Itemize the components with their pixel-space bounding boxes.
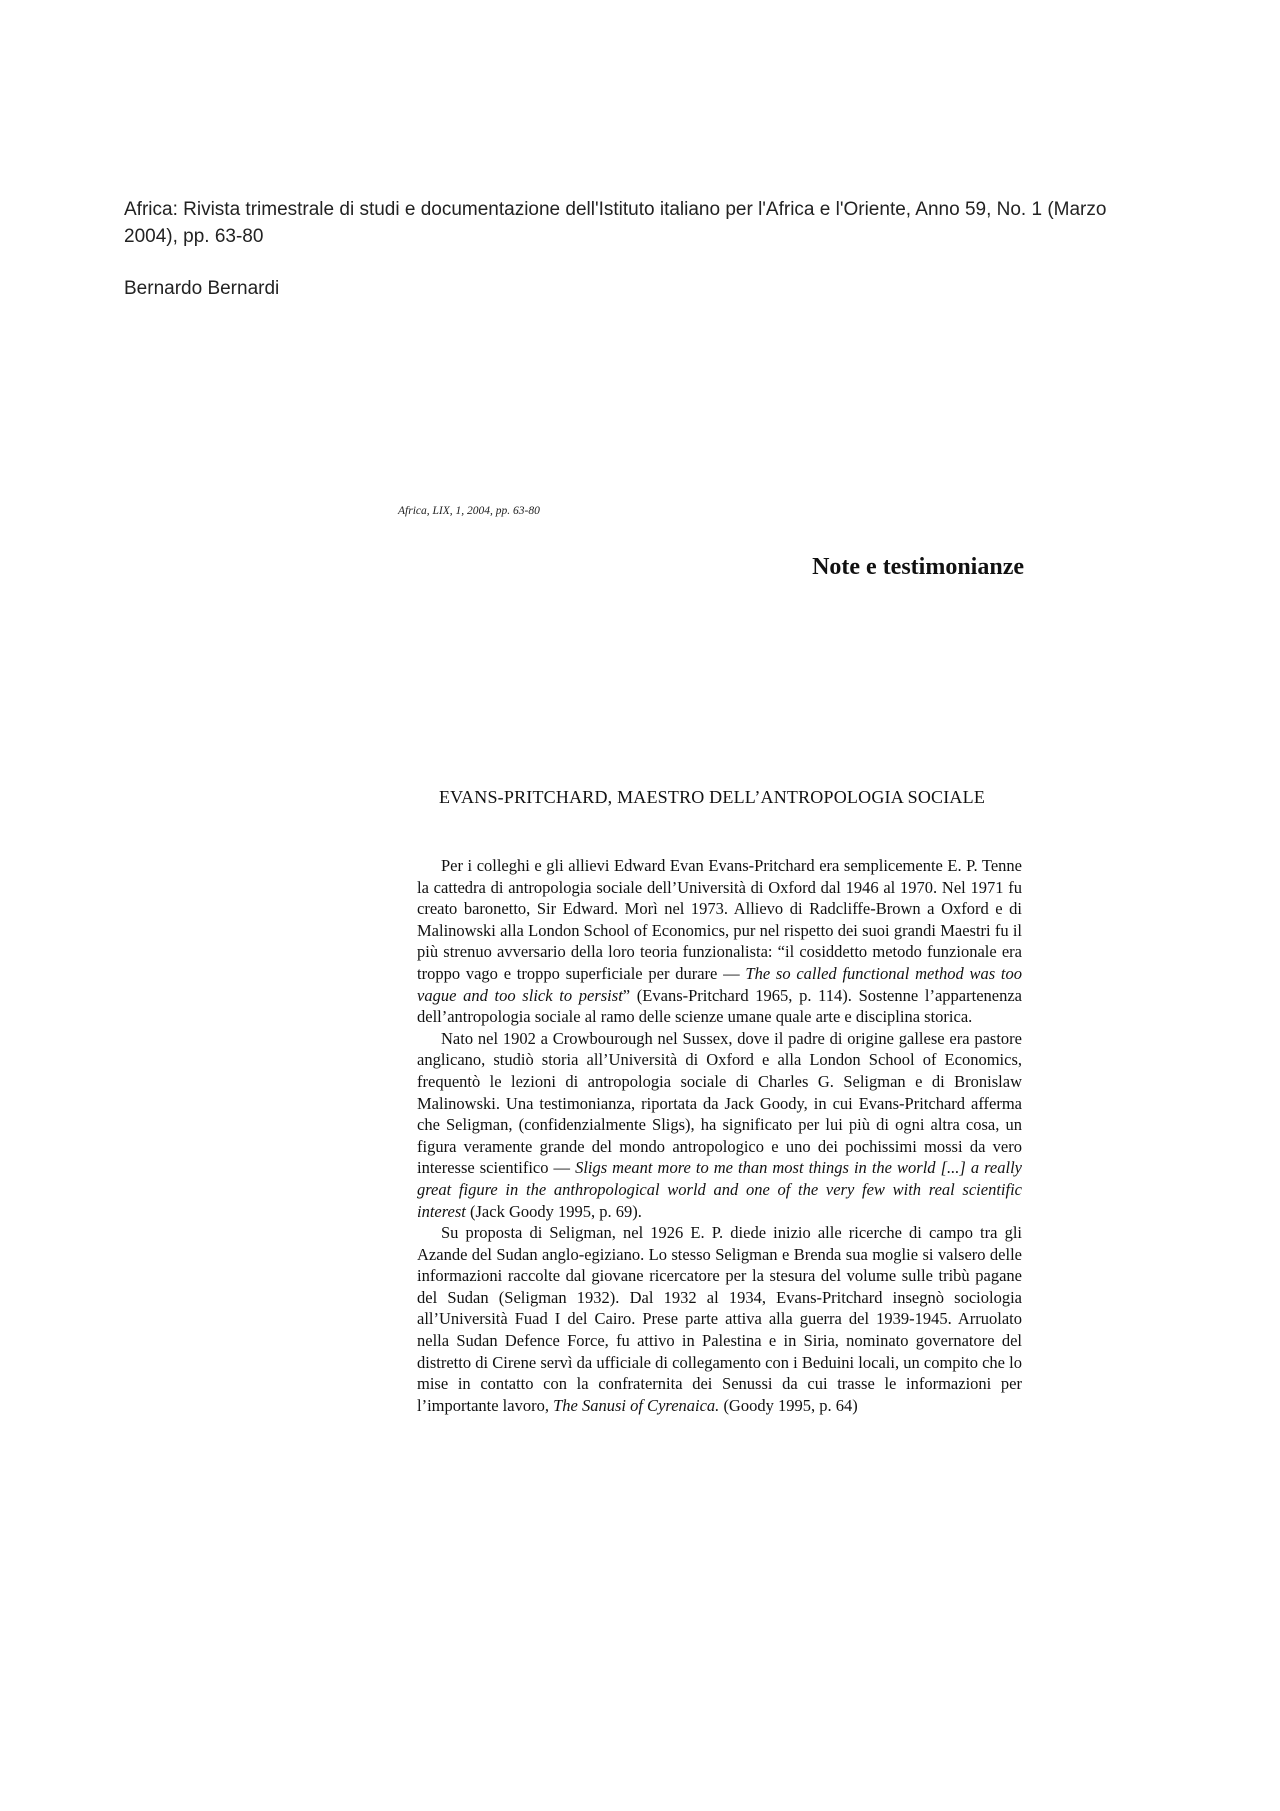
paragraph-1-text-b: ” (Evans-Pritchard 1965, p. 114). Sostenne l’appartenenza dell’antropologia sociale al ramo delle scienze umane quale arte e disciplina storica.	[417, 985, 1022, 1027]
paragraph-3-text-a: Su proposta di Seligman, nel 1926 E. P. diede inizio alle ricerche di campo tra gli Azande del Sudan anglo-egiziano. Lo stesso Seligman e Brenda sua moglie si valsero delle informazioni raccolte dal giovane ricercatore per la stesura del volume sulle tribù pagane del Sudan (Seligman 1932). Dal 1932 al 1934, Evans-Pritchard insegnò sociologia all’Università Fuad I del Cairo. Prese parte attiva alla guerra del 1939-1945. Arruolato nella Sudan Defence Force, fu attivo in Palestina e in Siria, nominato governatore del distretto di Cirene servì da ufficiale di collegamento con i Beduini locali, un compito che lo mise in contatto con la confraternita dei Senussi da cui trasse le informazioni per l’importante lavoro,	[417, 1223, 1022, 1415]
paragraph-1-quote: The so called functional method was too vague and too slick to persist	[417, 963, 1022, 1005]
paragraph-1-text-a: Per i colleghi e gli allievi Edward Evan Evans-Pritchard era semplicemente E. P. Tenne la cattedra di antropologia sociale dell’Università di Oxford dal 1946 al 1970. Nel 1971 fu creato baronetto, Sir Edward. Morì nel 1973. Allievo di Radcliffe-Brown a Oxford e di Malinowski alla London School of Economics, pur nel rispetto dei suoi grandi Maestri fu il più strenuo avversario della loro teoria funzionalista: “il cosiddetto metodo funzionale era troppo vago e troppo superficiale per durare —	[417, 856, 1022, 983]
journal-reference: Africa, LIX, 1, 2004, pp. 63-80	[398, 505, 540, 517]
article-body	[417, 855, 1022, 1416]
paragraph-2-text-b: (Jack Goody 1995, p. 69).	[465, 1201, 642, 1221]
author-name: Bernardo Bernardi	[124, 278, 280, 299]
paragraph-1	[417, 855, 1022, 1028]
section-title: Note e testimonianze	[812, 554, 1024, 580]
citation-header: Africa: Rivista trimestrale di studi e documentazione dell'Istituto italiano per l'Africa e l'Oriente, Anno 59, No. 1 (Marzo 2004), pp. 63-80	[124, 199, 1107, 247]
paragraph-2-text-a: Nato nel 1902 a Crowbourough nel Sussex, dove il padre di origine gallese era pastore anglicano, studiò storia all’Università di Oxford e alla London School of Economics, frequentò le lezioni di antropologia sociale di Charles G. Seligman e di Bronislaw Malinowski. Una testimonianza, riportata da Jack Goody, in cui Evans-Pritchard afferma che Seligman, (confidenzialmente Sligs), ha significato per lui più di ogni altra cosa, un figura veramente grande del mondo antropologico e uno dei pochissimi mossi da vero interesse scientifico —	[417, 1028, 1022, 1178]
paragraph-3-text-b: (Goody 1995, p. 64)	[719, 1395, 858, 1415]
paragraph-3-book-title: The Sanusi of Cyrenaica.	[553, 1395, 720, 1415]
article-title: EVANS-PRITCHARD, MAESTRO DELL’ANTROPOLOGIA SOCIALE	[438, 787, 986, 807]
paragraph-2	[417, 1028, 1022, 1222]
paragraph-3	[417, 1222, 1022, 1416]
paragraph-2-quote: Sligs meant more to me than most things in the world [...] a really great figure in the anthropological world and one of the very few with real scientific interest	[417, 1158, 1022, 1221]
